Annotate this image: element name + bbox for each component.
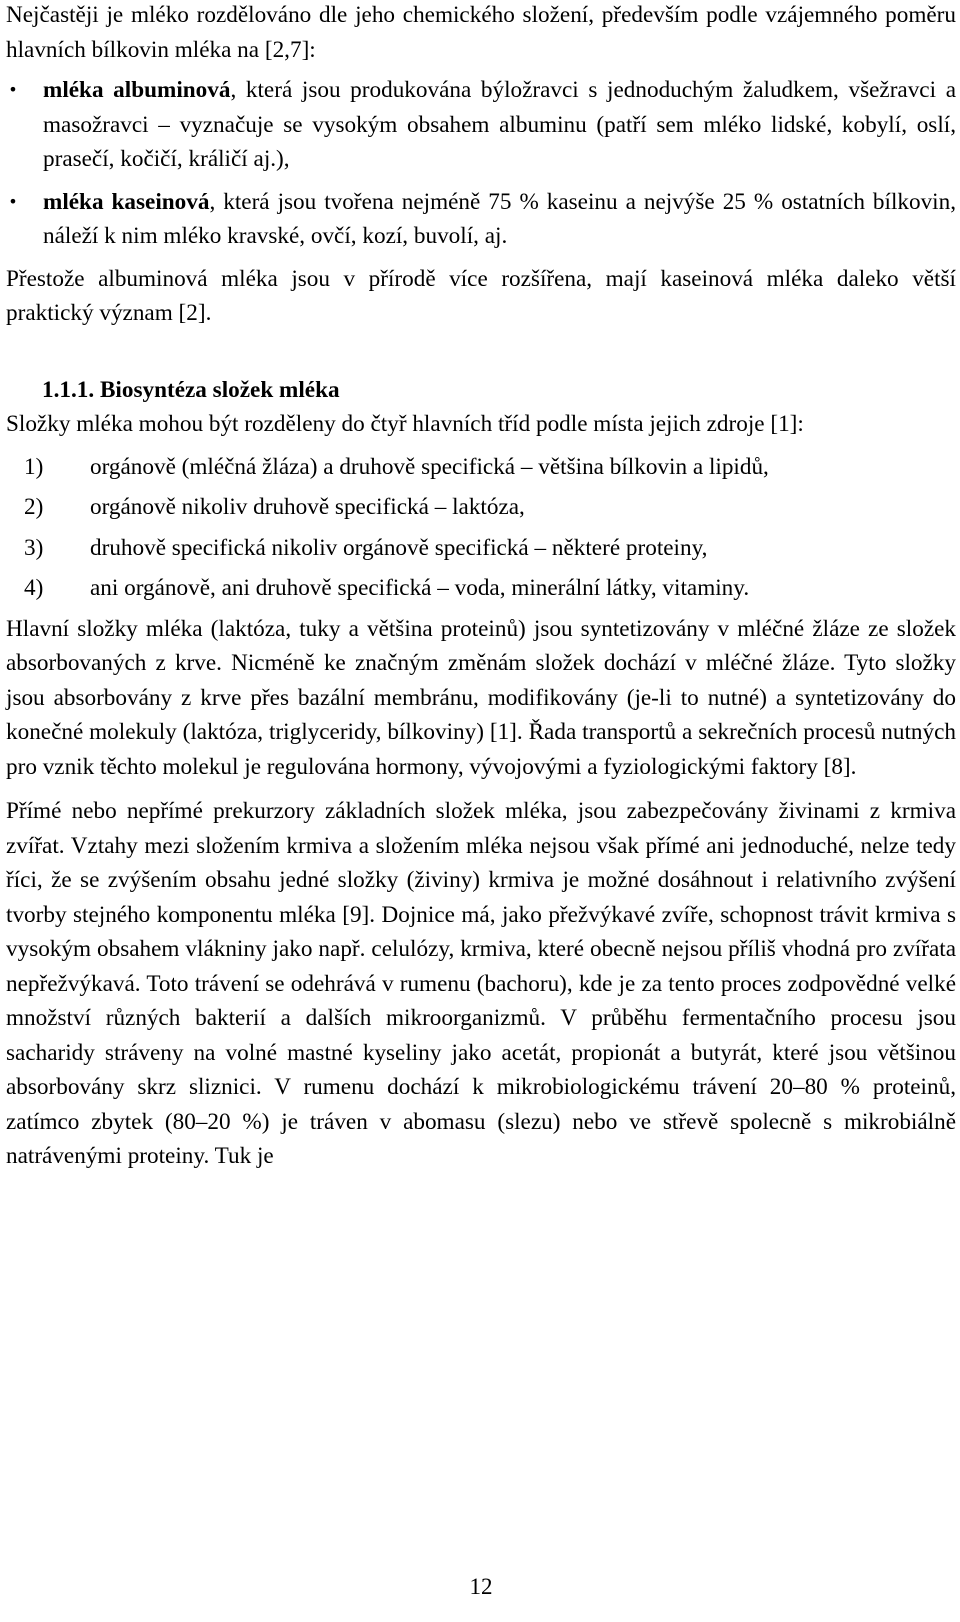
list-item	[6, 73, 956, 177]
body-paragraph: Přímé nebo nepřímé prekurzory základních složek mléka, jsou zabezpečovány živinami z krmiva zvířat. Vztahy mezi složením krmiva a složením mléka nejsou však přímé ani jednoduché, nelze tedy říci, že se zvýšením obsahu jedné složky (živiny) krmiva je možné dosáhnout i relativního zvýšení tvorby stejného komponentu mléka [9]. Dojnice má, jako přežvýkavé zvíře, schopnost trávit krmiva s vysokým obsahem vlákniny jako např. celulózy, krmiva, které obecně nejsou příliš vhodná pro zvířata nepřežvýkavá. Toto trávení se odehrává v rumenu (bachoru), kde je za tento proces zodpovědné velké množství různých bakterií a dalších mikroorganizmů. V průběhu fermentačního procesu jsou sacharidy stráveny na volné mastné kyseliny jako acetát, propionát a butyrát, které jsou většinou absorbovány skrz sliznici. V rumenu dochází k mikrobiologickému trávení 20–80 % proteinů, zatímco zbytek (80–20 %) je tráven v abomasu (slezu) nebo ve střevě spolecně s mikrobiálně natrávenými proteiny. Tuk je	[6, 798, 956, 1169]
item-number: 2)	[24, 494, 44, 520]
document-page	[6, 0, 956, 1622]
numbered-item	[24, 571, 956, 606]
item-number: 3)	[24, 534, 44, 561]
section-intro: Složky mléka mohou být rozděleny do čtyř hlavních tříd podle místa jejich zdroje [1]:	[6, 411, 804, 437]
bullet-icon: •	[8, 80, 18, 99]
section-heading: 1.1.1. Biosyntéza složek mléka	[42, 376, 340, 403]
list-item-term: mléka albuminová	[43, 77, 231, 103]
numbered-item	[24, 490, 956, 525]
item-number: 1)	[24, 453, 44, 480]
intro-paragraph: Nejčastěji je mléko rozdělováno dle jeho chemického složení, především podle vzájemného poměru hlavních bílkovin mléka na [2,7]:	[6, 2, 956, 63]
body-paragraph: Hlavní složky mléka (laktóza, tuky a většina proteinů) jsou syntetizovány v mléčné žláze ze složek absorbovaných z krve. Nicméně ke značným změnám složek dochází v mléčné žláze. Tyto složky jsou absorbovány z krve přes bazální membránu, modifikovány (je-li to nutné) a syntetizovány do konečné molekuly (laktóza, triglyceridy, bílkoviny) [1]. Řada transportů a sekrečních procesů nutných pro vznik těchto molekul je regulována hormony, vývojovými a fyziologickými faktory [8].	[6, 615, 956, 780]
list-item-text: , která jsou produkována býložravci s jednoduchým žaludkem, všežravci a masožravci – vyznačuje se vysokým obsahem albuminu (patří sem mléko lidské, kobylí, oslí, prasečí, kočičí, králičí aj.),	[43, 77, 956, 172]
list-item	[6, 185, 956, 254]
item-number: 4)	[24, 575, 44, 601]
numbered-item	[24, 450, 956, 485]
item-text: druhově specifická nikoliv orgánově specifická – některé proteiny,	[90, 534, 708, 561]
list-item-text: , která jsou tvořena nejméně 75 % kaseinu a nejvýše 25 % ostatních bílkovin, náleží k nim mléko kravské, ovčí, kozí, buvolí, aj.	[43, 188, 956, 249]
page-number: 12	[469, 1574, 493, 1599]
closing-paragraph: Přestože albuminová mléka jsou v přírodě více rozšířena, mají kaseinová mléka daleko větší praktický význam [2].	[6, 265, 956, 326]
list-item-term: mléka kaseinová	[43, 188, 210, 215]
source-class-list	[6, 450, 956, 606]
item-text: ani orgánově, ani druhově specifická – voda, minerální látky, vitaminy.	[90, 575, 750, 601]
numbered-item	[24, 531, 956, 566]
milk-type-list	[6, 73, 956, 254]
item-text: orgánově (mléčná žláza) a druhově specifická – většina bílkovin a lipidů,	[90, 453, 769, 480]
bullet-icon: •	[8, 191, 18, 211]
item-text: orgánově nikoliv druhově specifická – laktóza,	[90, 494, 525, 520]
